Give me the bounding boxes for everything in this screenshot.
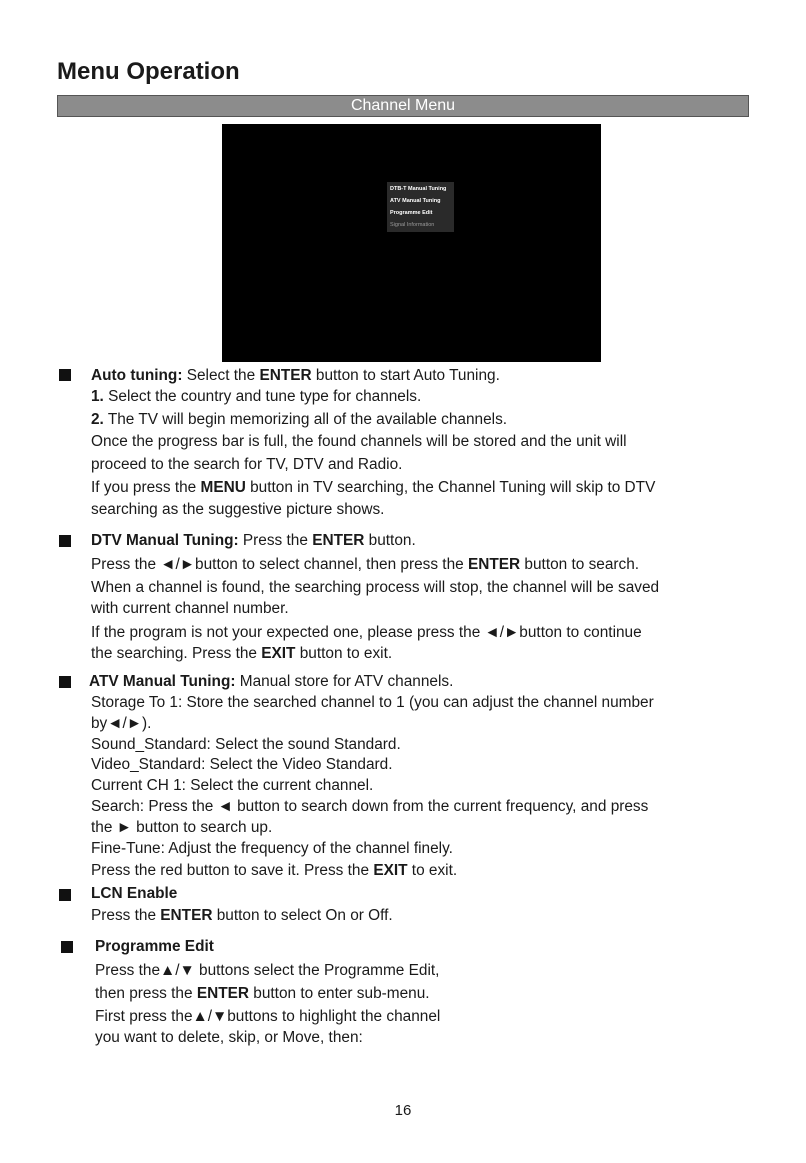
atv-manual-line6: Search: Press the ◄ button to search down from the current frequency, and press [91, 798, 649, 815]
bullet-icon [59, 676, 71, 688]
bullet-icon [59, 369, 71, 381]
section-header-channel-menu: Channel Menu [57, 95, 749, 117]
atv-manual-heading: ATV Manual Tuning: [89, 673, 236, 690]
atv-manual-line9: Press the red button to save it. Press the EXIT to exit. [91, 862, 458, 879]
atv-manual-line3: Sound_Standard: Select the sound Standard. [91, 736, 401, 753]
tv-screen-image [222, 124, 601, 362]
dtv-manual-line5: the searching. Press the EXIT button to exit. [91, 645, 393, 662]
page-title: Menu Operation [57, 58, 240, 85]
dtv-manual-line3: with current channel number. [91, 600, 289, 617]
lcn-heading: LCN Enable [91, 885, 178, 902]
atv-manual-line4: Video_Standard: Select the Video Standard. [91, 756, 393, 773]
dtv-manual-line1: Press the ◄/►button to select channel, then press the ENTER button to search. [91, 556, 640, 573]
auto-tuning-line6: searching as the suggestive picture shows. [91, 501, 385, 518]
dtv-manual-line2: When a channel is found, the searching process will stop, the channel will be saved [91, 579, 660, 596]
dtv-manual-line4: If the program is not your expected one, please press the ◄/►button to continue [91, 624, 642, 641]
auto-tuning-line4: proceed to the search for TV, DTV and Radio. [91, 456, 403, 473]
atv-manual-intro: ATV Manual Tuning: Manual store for ATV channels. [89, 673, 454, 690]
lcn-line1: Press the ENTER button to select On or Off. [91, 907, 393, 924]
atv-manual-line7: the ► button to search up. [91, 819, 273, 836]
auto-tuning-heading: Auto tuning: [91, 367, 183, 384]
osd-item-programme-edit: Programme Edit [390, 210, 433, 216]
osd-item-signal-information: Signal Information [390, 222, 435, 228]
auto-tuning-line3: Once the progress bar is full, the found channels will be stored and the unit will [91, 433, 627, 450]
page-number: 16 [394, 1102, 412, 1119]
osd-item-dtbt-manual-tuning: DTB-T Manual Tuning [390, 186, 447, 192]
programme-edit-heading: Programme Edit [95, 938, 214, 955]
osd-channel-menu [387, 182, 454, 232]
bullet-icon [59, 889, 71, 901]
auto-tuning-step1: 1. Select the country and tune type for channels. [91, 388, 422, 405]
programme-edit-line2: then press the ENTER button to enter sub-menu. [95, 985, 430, 1002]
atv-manual-line1: Storage To 1: Store the searched channel to 1 (you can adjust the channel number [91, 694, 654, 711]
atv-manual-line2: by◄/►). [91, 715, 152, 732]
bullet-icon [61, 941, 73, 953]
atv-manual-line8: Fine-Tune: Adjust the frequency of the channel finely. [91, 840, 453, 857]
programme-edit-line4: you want to delete, skip, or Move, then: [95, 1029, 363, 1046]
programme-edit-line3: First press the▲/▼buttons to highlight the channel [95, 1008, 441, 1025]
auto-tuning-line5: If you press the MENU button in TV searching, the Channel Tuning will skip to DTV [91, 479, 656, 496]
dtv-manual-intro: DTV Manual Tuning: Press the ENTER button. [91, 532, 416, 549]
programme-edit-line1: Press the▲/▼ buttons select the Programme Edit, [95, 962, 440, 979]
auto-tuning-intro: Auto tuning: Select the ENTER button to start Auto Tuning. [91, 367, 500, 384]
atv-manual-line5: Current CH 1: Select the current channel. [91, 777, 374, 794]
auto-tuning-step2: 2. The TV will begin memorizing all of the available channels. [91, 411, 508, 428]
bullet-icon [59, 535, 71, 547]
osd-item-atv-manual-tuning: ATV Manual Tuning [390, 198, 441, 204]
dtv-manual-heading: DTV Manual Tuning: [91, 532, 239, 549]
